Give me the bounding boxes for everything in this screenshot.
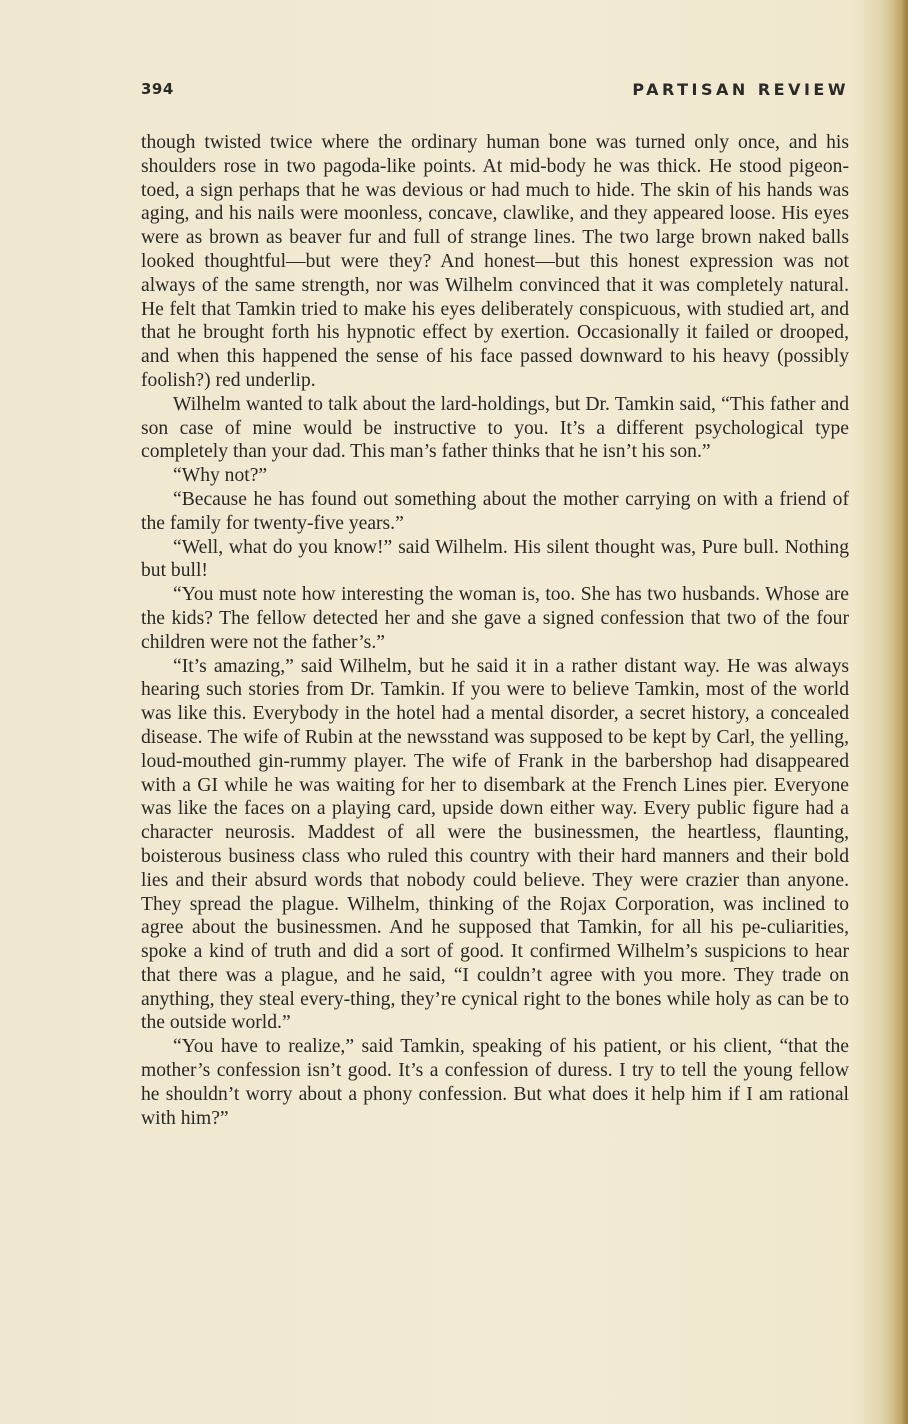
page-edge-shadow — [894, 0, 908, 1424]
running-head: PARTISAN REVIEW — [632, 80, 849, 99]
paragraph: though twisted twice where the ordinary human bone was turned only once, and his shoulders rose in two pagoda-like points. At mid-body he was thick. He stood pigeon-toed, a sign perhaps that he was devious or had much to hide. The skin of his hands was aging, and his nails were moonless, concave, clawlike, and they appeared loose. His eyes were as brown as beaver fur and full of strange lines. The two large brown naked balls looked thoughtful—but were they? And honest—but this honest expression was not always of the same strength, nor was Wilhelm convinced that it was completely natural. He felt that Tamkin tried to make his eyes deliberately conspicuous, with studied art, and that he brought forth his hypnotic effect by exertion. Occasionally it failed or drooped, and when this happened the sense of his face passed downward to his heavy (possibly foolish?) red underlip. — [141, 132, 849, 391]
paragraph: “Why not?” — [173, 465, 268, 487]
paragraph: “It’s amazing,” said Wilhelm, but he said it in a rather distant way. He was always hearing such stories from Dr. Tamkin. If you were to believe Tamkin, most of the world was like this. Everybody in the hotel had a mental disorder, a secret history, a concealed disease. The wife of Rubin at the newsstand was supposed to be kept by Carl, the yelling, loud-mouthed gin-rummy player. The wife of Frank in the barbershop had disappeared with a GI while he was waiting for her to disembark at the French Lines pier. Everyone was like the faces on a playing card, upside down either way. Every public figure had a character neurosis. Maddest of all were the businessmen, the heartless, flaunting, boisterous business class who ruled this country with their hard manners and their bold lies and their absurd words that nobody could believe. They were crazier than anyone. They spread the plague. Wilhelm, thinking of the Rojax Corporation, was inclined to agree about the businessmen. And he supposed that Tamkin, for all his pe-culiarities, spoke a kind of truth and did a sort of good. It confirmed Wilhelm’s suspicions to hear that there was a plague, and he said, “I couldn’t agree with you more. They trade on anything, they steal every-thing, they’re cynical right to the bones while holy as can be to the outside world.” — [141, 655, 849, 1034]
paragraph: Wilhelm wanted to talk about the lard-holdings, but Dr. Tamkin said, “This father and son case of mine would be instructive to you. It’s a different psychological type completely than your dad. This man’s father thinks that he isn’t his son.” — [141, 393, 849, 463]
page-number: 394 — [141, 80, 174, 98]
paragraph: “You must note how interesting the woman is, too. She has two husbands. Whose are the kids? The fellow detected her and she gave a signed confession that two of the four children were not the father’s.” — [141, 584, 849, 653]
page-header — [141, 80, 849, 102]
paragraph: “Well, what do you know!” said Wilhelm. His silent thought was, Pure bull. Nothing but bull! — [141, 536, 849, 582]
body-text — [141, 131, 849, 1130]
paragraph: “Because he has found out something about the mother carrying on with a friend of the family for twenty-five years.” — [141, 488, 849, 534]
paragraph: “You have to realize,” said Tamkin, speaking of his patient, or his client, “that the mother’s confession isn’t good. It’s a confession of duress. I try to tell the young fellow he shouldn’t worry about a phony confession. But what does it help him if I am rational with him?” — [141, 1036, 849, 1129]
